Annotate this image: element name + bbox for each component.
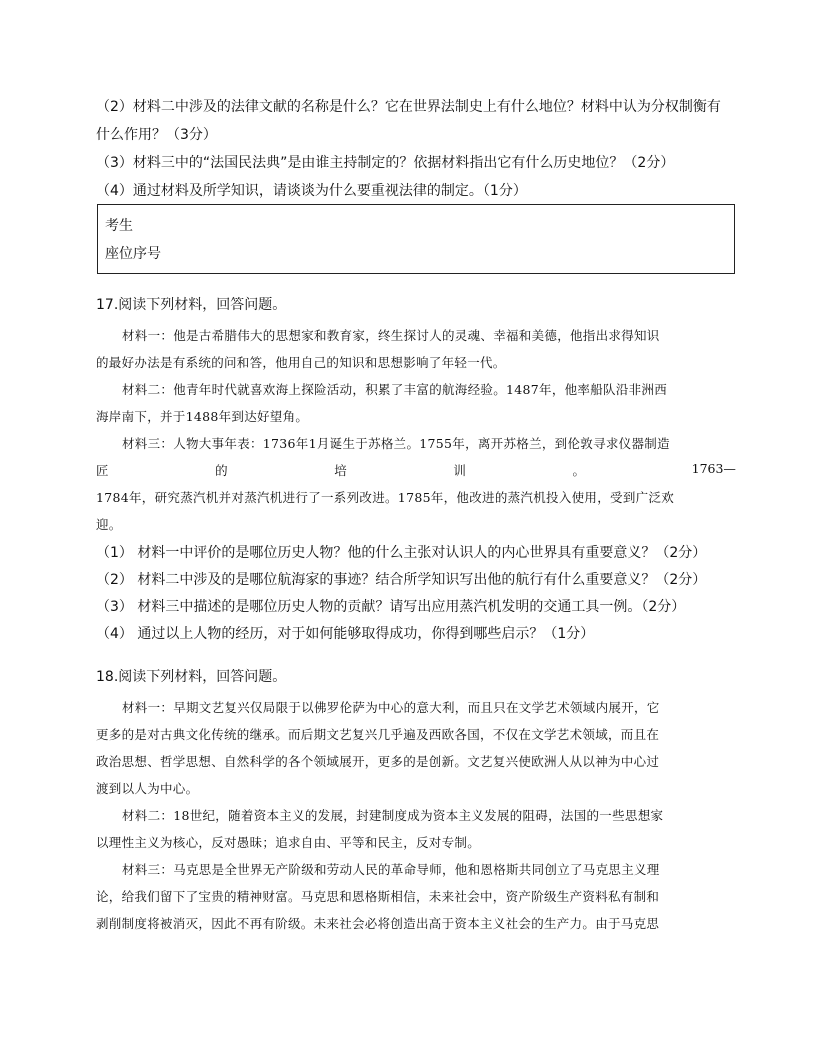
q17-m3-word: 1763—	[691, 461, 736, 476]
q18-material1-line1: 材料一：早期文艺复兴仅局限于以佛罗伦萨为中心的意大利，而且只在文学艺术领域内展开，它	[122, 700, 660, 715]
q17-sub3: （3） 材料三中描述的是哪位历史人物的贡献？请写出应用蒸汽机发明的交通工具一例。（2分）	[96, 599, 686, 615]
q17-m3-word: 的	[215, 463, 228, 478]
q17-material3-line3: 1784年，研究蒸汽机并对蒸汽机进行了一系列改进。1785年，他改进的蒸汽机投入使用，受到广泛欢	[96, 490, 675, 505]
q17-title: 17.阅读下列材料，回答问题。	[96, 297, 287, 313]
q18-material1-line4: 渡到以人为中心。	[96, 781, 199, 796]
q17-sub4: （4） 通过以上人物的经历，对于如何能够取得成功，你得到哪些启示？（1分）	[96, 626, 595, 642]
q17-material1-line1: 材料一：他是古希腊伟大的思想家和教育家，终生探讨人的灵魂、幸福和美德，他指出求得知识	[122, 328, 660, 343]
q17-material2-line1: 材料二：他青年时代就喜欢海上探险活动，积累了丰富的航海经验。1487年，他率船队沿非洲西	[122, 382, 668, 397]
q17-material1-line2: 的最好办法是有系统的问和答，他用自己的知识和思想影响了年轻一代。	[96, 355, 506, 370]
q17-material3-line4: 迎。	[96, 517, 122, 532]
seat-box-label-examinee: 考生	[105, 218, 133, 234]
q16-sub2-line1: （2）材料二中涉及的法律文献的名称是什么？它在世界法制史上有什么地位？材料中认为分权制衡有	[96, 99, 721, 115]
q18-material2-line1: 材料二：18世纪，随着资本主义的发展，封建制度成为资本主义发展的阻碍，法国的一些思想家	[122, 808, 664, 823]
q17-sub2: （2） 材料二中涉及的是哪位航海家的事迹？结合所学知识写出他的航行有什么重要意义？（2分）	[96, 572, 707, 588]
q18-material3-line2: 论，给我们留下了宝贵的精神财富。马克思和恩格斯相信，未来社会中，资产阶级生产资料私有制和	[96, 889, 660, 904]
q18-material2-line2: 以理性主义为核心，反对愚昧；追求自由、平等和民主，反对专制。	[96, 835, 481, 850]
q17-material2-line2: 海岸南下，并于1488年到达好望角。	[96, 409, 309, 424]
q18-material1-line3: 政治思想、哲学思想、自然科学的各个领域展开，更多的是创新。文艺复兴使欧洲人从以神为中心过	[96, 754, 660, 769]
q17-sub1: （1） 材料一中评价的是哪位历史人物？他的什么主张对认识人的内心世界具有重要意义？（2分）	[96, 545, 707, 561]
q17-m3-word: 培	[334, 463, 347, 478]
q16-sub3: （3）材料三中的“法国民法典”是由谁主持制定的？依据材料指出它有什么历史地位？（2分）	[96, 155, 675, 171]
q17-m3-word: 训	[453, 463, 466, 478]
q16-sub2-line2: 什么作用？（3分）	[96, 127, 217, 143]
q18-material3-line1: 材料三：马克思是全世界无产阶级和劳动人民的革命导师，他和恩格斯共同创立了马克思主义理	[122, 862, 660, 877]
q18-material3-line3: 剥削制度将被消灭，因此不再有阶级。未来社会必将创造出高于资本主义社会的生产力。由于马克思	[96, 916, 660, 931]
q17-material3-line2	[96, 461, 736, 479]
seat-box-label-seat-number: 座位序号	[105, 246, 161, 262]
seat-number-box[interactable]	[97, 204, 735, 274]
q17-m3-word: 。	[572, 463, 586, 478]
q18-material1-line2: 更多的是对古典文化传统的继承。而后期文艺复兴几乎遍及西欧各国，不仅在文学艺术领域，而且在	[96, 727, 660, 742]
q18-title: 18.阅读下列材料，回答问题。	[96, 669, 287, 685]
q17-m3-word: 匠	[96, 463, 109, 478]
q17-material3-line1: 材料三：人物大事年表：1736年1月诞生于苏格兰。1755年，离开苏格兰，到伦敦寻求仪器制造	[122, 436, 670, 451]
q16-sub4: （4）通过材料及所学知识，请谈谈为什么要重视法律的制定。（1分）	[96, 183, 527, 199]
